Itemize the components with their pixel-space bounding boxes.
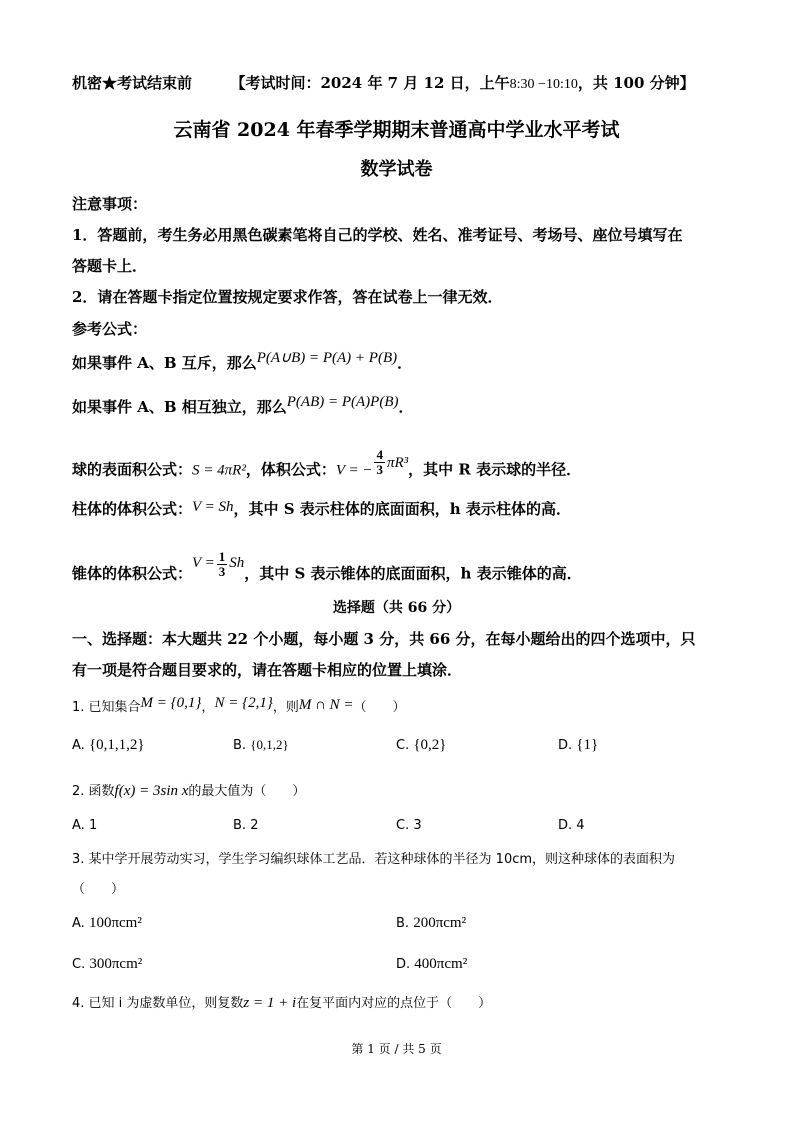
exam-time-suffix: ，共 100 分钟】	[577, 74, 695, 92]
exam-time-range: 8:30 −10:10	[509, 77, 578, 92]
formula-sphere: 球的表面积公式：S = 4πR²，体积公式：V = − $\frac{4}{3}$ πR³，其中 R 表示球的半径．	[72, 447, 582, 479]
note-item-1-cont: 答题卡上．	[72, 257, 148, 275]
page-subtitle: 数学试卷	[360, 159, 433, 180]
notes-heading: 注意事项：	[72, 195, 148, 213]
sphere-volume-fraction: $\frac{4}{3}$	[376, 447, 383, 477]
question-2-option-d: D. 4	[558, 818, 585, 833]
question-3-stem-cont: （ ）	[72, 882, 125, 897]
formula-exclusive-math: P(A∪B) = P(A) + P(B)	[256, 350, 398, 366]
question-2-option-a: A. 1	[72, 818, 98, 833]
page-title: 云南省 2024 年春季学期期末普通高中学业水平考试	[173, 119, 620, 141]
question-2-stem: 2. 函数f(x) = 3sin x的最大值为（ ）	[72, 783, 306, 799]
exam-time-prefix: 【考试时间：2024 年 7 月 12 日，上午	[230, 74, 510, 92]
sphere-volume-lhs: V = −	[335, 462, 373, 479]
formulas-heading: 参考公式：	[72, 320, 148, 338]
header-line	[72, 72, 695, 93]
question-1-option-c: C. {0,2}	[396, 737, 447, 753]
question-1-option-b: B. {0,1,2}	[233, 737, 289, 753]
sphere-area-math: S = 4πR²	[192, 462, 246, 479]
section-intro-cont: 有一项是符合题目要求的，请在答题卡相应的位置上填涂．	[72, 661, 463, 679]
formula-independent: 如果事件 A、B 相互独立，那么P(AB) = P(A)P(B)．	[72, 394, 414, 416]
section-title: 选择题（共 66 分）	[332, 600, 461, 616]
question-1-stem: 1. 已知集合M = {0,1}，N = {2,1}，则M ∩ N =（ ）	[72, 695, 406, 715]
question-1-option-a: A. {0,1,1,2}	[72, 737, 145, 753]
sphere-volume-rhs: πR³	[386, 454, 409, 471]
formula-independent-math: P(AB) = P(A)P(B)	[286, 394, 399, 410]
pyramid-volume-lhs: V =	[192, 554, 215, 571]
confidential-label: 机密★考试结束前	[72, 74, 193, 92]
question-3-option-b: B. 200πcm²	[396, 915, 467, 931]
question-3-stem: 3. 某中学开展劳动实习，学生学习编织球体工艺品．若这种球体的半径为 10cm，则这种球体的表面积为	[72, 852, 676, 867]
question-1-option-d: D. {1}	[558, 737, 599, 753]
formula-exclusive: 如果事件 A、B 互斥，那么P(A∪B) = P(A) + P(B)．	[72, 350, 413, 372]
question-2-option-c: C. 3	[396, 818, 422, 833]
question-2-option-b: B. 2	[233, 818, 259, 833]
formula-pyramid: 锥体的体积公式：V = $\frac{1}{3}$ Sh，其中 S 表示锥体的底面面积，h 表示锥体的高．	[72, 549, 582, 583]
question-3-option-d: D. 400πcm²	[396, 956, 468, 972]
page-number: 第 1 页 / 共 5 页	[351, 1042, 442, 1056]
note-item-1: 1．答题前，考生务必用黑色碳素笔将自己的学校、姓名、准考证号、考场号、座位号填写在	[72, 226, 683, 244]
pyramid-volume-rhs: Sh	[229, 554, 245, 571]
section-intro: 一、选择题：本大题共 22 个小题，每小题 3 分，共 66 分，在每小题给出的四个选项中，只	[72, 630, 696, 648]
prism-volume-math: V = Sh	[192, 499, 234, 515]
question-4-stem: 4. 已知 i 为虚数单位，则复数z = 1 + i在复平面内对应的点位于（ ）	[72, 995, 492, 1011]
question-3-option-a: A. 100πcm²	[72, 915, 142, 931]
formula-prism: 柱体的体积公式：V = Sh，其中 S 表示柱体的底面面积，h 表示柱体的高．	[72, 499, 571, 518]
question-3-option-c: C. 300πcm²	[72, 956, 143, 972]
pyramid-volume-fraction: $\frac{1}{3}$	[218, 549, 226, 579]
note-item-2: 2．请在答题卡指定位置按规定要求作答，答在试卷上一律无效．	[72, 288, 503, 306]
